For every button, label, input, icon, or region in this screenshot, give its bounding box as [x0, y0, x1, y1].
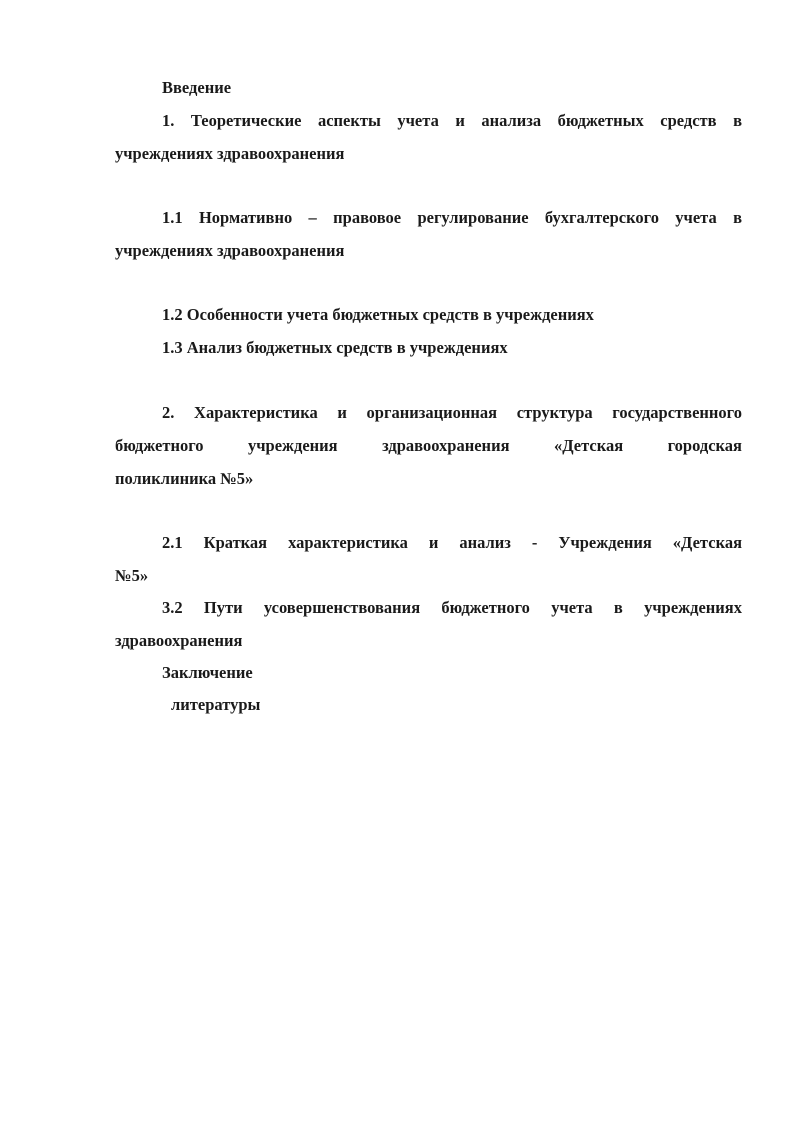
toc-section-1-3: 1.3 Анализ бюджетных средств в учреждениях [162, 338, 508, 357]
toc-section-2-line-2: бюджетного учреждения здравоохранения «Детская городская [115, 436, 742, 455]
toc-intro: Введение [162, 78, 232, 97]
toc-section-1-line-1: 1. Теоретические аспекты учета и анализа бюджетных средств в [162, 111, 742, 130]
toc-literature: литературы [171, 695, 261, 714]
toc-section-3-2-line-1: 3.2 Пути усовершенствования бюджетного учета в учреждениях [162, 598, 742, 617]
toc-section-1-2: 1.2 Особенности учета бюджетных средств в учреждениях [162, 305, 594, 324]
toc-section-2-1-line-2: №5» [115, 566, 149, 585]
toc-section-2-1-line-1: 2.1 Краткая характеристика и анализ - Учреждения «Детская [162, 533, 742, 552]
toc-section-1-1-line-2: учреждениях здравоохранения [115, 241, 345, 260]
toc-conclusion: Заключение [162, 663, 253, 682]
toc-section-2-line-1: 2. Характеристика и организационная структура государственного [162, 403, 742, 422]
toc-section-1-1-line-1: 1.1 Нормативно – правовое регулирование бухгалтерского учета в [162, 208, 742, 227]
toc-section-1-line-2: учреждениях здравоохранения [115, 144, 345, 163]
toc-section-2-line-3: поликлиника №5» [115, 469, 254, 488]
toc-section-3-2-line-2: здравоохранения [115, 631, 243, 650]
